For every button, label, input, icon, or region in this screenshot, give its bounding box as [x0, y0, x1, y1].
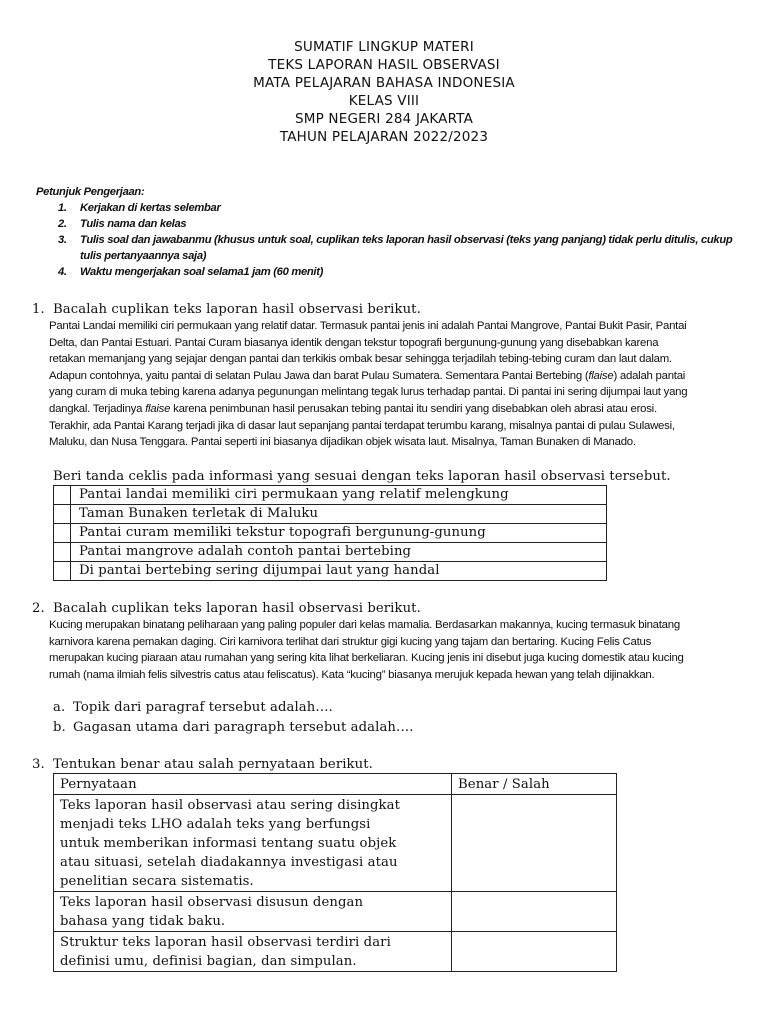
excerpt-italic: flaise — [588, 369, 614, 382]
statement-line: definisi umu, definisi bagian, dan simpulan. — [60, 954, 357, 969]
question-number: 3. — [32, 757, 45, 772]
statement-line: atau situasi, setelah diadakannya investigasi atau — [60, 855, 398, 870]
answer-cell[interactable] — [452, 795, 617, 892]
observation-excerpt — [49, 617, 761, 683]
subquestion-text: Gagasan utama dari paragraph tersebut adalah…. — [73, 720, 414, 735]
checklist-option: Taman Bunaken terletak di Maluku — [71, 505, 607, 524]
true-false-table — [53, 773, 617, 972]
question-text: Tentukan benar atau salah pernyataan berikut. — [53, 757, 373, 772]
header-line: MATA PELAJARAN BAHASA INDONESIA — [253, 75, 515, 91]
subquestion-text: Topik dari paragraf tersebut adalah…. — [73, 700, 333, 715]
question-2-subquestions — [32, 698, 752, 738]
checkbox-cell[interactable] — [54, 486, 71, 505]
checkbox-cell[interactable] — [54, 562, 71, 581]
table-row — [54, 486, 607, 505]
excerpt-line: karnivora karena pemakan daging. Ciri karnivora terlihat dari struktur gigi kucing yang tajam dan bertaring. Kucing Felis Catus — [49, 635, 652, 648]
statement-line: menjadi teks LHO adalah teks yang berfungsi — [60, 817, 371, 832]
instruction-item — [36, 232, 756, 264]
question-1-checklist — [32, 468, 752, 581]
checklist-option: Pantai mangrove adalah contoh pantai bertebing — [71, 543, 607, 562]
excerpt-line — [49, 368, 761, 385]
statement-line: untuk memberikan informasi tentang suatu objek — [60, 836, 397, 851]
excerpt-line: Maluku, dan Nusa Tenggara. Pantai seperti ini biasanya dijadikan objek wisata laut. Misalnya, Taman Bunaken di Manado. — [49, 436, 636, 449]
subquestion-b — [53, 718, 752, 738]
question-3 — [32, 756, 752, 972]
instruction-item — [36, 264, 756, 280]
question-title — [32, 301, 752, 318]
question-2 — [32, 600, 752, 683]
checklist-table — [53, 485, 607, 581]
table-row — [54, 892, 617, 932]
subquestion-letter: a. — [53, 700, 66, 715]
answer-cell[interactable] — [452, 932, 617, 972]
checkbox-cell[interactable] — [54, 524, 71, 543]
checklist-option: Pantai landai memiliki ciri permukaan yang relatif melengkung — [71, 486, 607, 505]
statement-line: bahasa yang tidak baku. — [60, 914, 226, 929]
table-row — [54, 562, 607, 581]
table-row — [54, 505, 607, 524]
excerpt-line: Pantai Landai memiliki ciri permukaan yang relatif datar. Termasuk pantai jenis ini adalah Pantai Mangrove, Pantai Bukit Pasir, Pantai — [49, 320, 687, 332]
instruction-item — [36, 216, 756, 232]
instruction-number: 4. — [58, 266, 67, 278]
checkbox-cell[interactable] — [54, 543, 71, 562]
header-line: TAHUN PELAJARAN 2022/2023 — [279, 129, 489, 145]
table-row — [54, 932, 617, 972]
observation-excerpt — [49, 318, 761, 451]
instructions-title: Petunjuk Pengerjaan: — [36, 186, 145, 198]
statement-cell — [54, 932, 452, 972]
instruction-number: 1. — [58, 202, 67, 214]
excerpt-line: Kucing merupakan binatang peliharaan yang paling populer dari kelas mamalia. Berdasarkan makannya, kucing termasuk binatang — [49, 619, 680, 631]
instruction-text: Tulis soal dan jawabanmu (khusus untuk soal, cuplikan teks laporan hasil observasi (teks yang panjang) tidak perlu ditulis, cukup — [80, 234, 733, 246]
checklist-option: Di pantai bertebing sering dijumpai laut yang handal — [71, 562, 607, 581]
header-line: SUMATIF LINGKUP MATERI — [294, 39, 474, 55]
table-row — [54, 524, 607, 543]
statement-line: Struktur teks laporan hasil observasi terdiri dari — [60, 935, 391, 950]
instruction-item — [36, 200, 756, 216]
question-text: Bacalah cuplikan teks laporan hasil observasi berikut. — [53, 601, 421, 616]
excerpt-line: merupakan kucing piaraan atau rumahan yang sering kita lihat berkeliaran. Kucing jenis ini disebut juga kucing domestik atau kucing — [49, 652, 684, 665]
statement-line: Teks laporan hasil observasi disusun dengan — [60, 895, 364, 910]
excerpt-line: rumah (nama ilmiah felis silvestris catus atau feliscatus). Kata “kucing” biasanya merujuk kepada hewan yang telah dijinakkan. — [49, 668, 655, 681]
question-number: 1. — [32, 302, 45, 317]
table-row — [54, 795, 617, 892]
excerpt-line: Delta, dan Pantai Estuari. Pantai Curam biasanya identik dengan tekstur topografi bergunung-gunung yang disebabkan karena — [49, 336, 659, 349]
checkbox-cell[interactable] — [54, 505, 71, 524]
question-title — [32, 756, 752, 773]
document-header — [0, 38, 768, 146]
subquestion-letter: b. — [53, 720, 66, 735]
instruction-text: Waktu mengerjakan soal selama1 jam (60 menit) — [80, 266, 324, 278]
header-line: SMP NEGERI 284 JAKARTA — [294, 111, 474, 127]
table-row — [54, 543, 607, 562]
instructions-block — [36, 184, 756, 280]
checklist-option: Pantai curam memiliki tekstur topografi bergunung-gunung — [71, 524, 607, 543]
excerpt-text: karena penimbunan hasil perusakan tebing pantai itu sendiri yang disebabkan oleh abrasi atau erosi. — [170, 402, 657, 415]
statement-cell — [54, 892, 452, 932]
table-header-row — [54, 774, 617, 795]
answer-cell[interactable] — [452, 892, 617, 932]
excerpt-line: yang curam di muka tebing karena adanya pegunungan melintang tegak lurus terhadap pantai. Di pantai ini sering dijumpai laut yang — [49, 386, 688, 399]
column-header-answer: Benar / Salah — [452, 774, 617, 795]
excerpt-text: dangkal. Terjadinya — [49, 402, 146, 415]
question-1 — [32, 301, 752, 451]
statement-line: Teks laporan hasil observasi atau sering disingkat — [60, 798, 400, 813]
question-number: 2. — [32, 601, 45, 616]
excerpt-line: retakan memanjang yang sejajar dengan pantai dan terkikis ombak besar sehingga terjadilah tebing-tebing curam dan laut dalam. — [49, 353, 672, 366]
subquestion-a — [53, 698, 752, 718]
instruction-number: 3. — [58, 234, 67, 246]
excerpt-line: Terakhir, ada Pantai Karang terjadi jika di dasar laut sepanjang pantai terdapat terumbu karang, misalnya pantai di pulau Sulawesi, — [49, 419, 675, 432]
instruction-number: 2. — [58, 218, 67, 230]
header-line: TEKS LAPORAN HASIL OBSERVASI — [268, 57, 500, 73]
instruction-text: tulis pertanyaannya saja) — [80, 250, 207, 262]
instruction-text: Kerjakan di kertas selembar — [80, 202, 221, 214]
header-line: KELAS VIII — [348, 93, 420, 109]
checklist-instruction: Beri tanda ceklis pada informasi yang sesuai dengan teks laporan hasil observasi tersebut. — [53, 469, 671, 484]
column-header-statement: Pernyataan — [54, 774, 452, 795]
instruction-text: Tulis nama dan kelas — [80, 218, 187, 230]
question-title — [32, 600, 752, 617]
excerpt-text: Adapun contohnya, yaitu pantai di selatan Pulau Jawa dan barat Pulau Sumatera. Sementara Pantai Bertebing ( — [49, 369, 589, 382]
statement-cell — [54, 795, 452, 892]
question-text: Bacalah cuplikan teks laporan hasil observasi berikut. — [53, 302, 421, 317]
instructions-list — [36, 200, 756, 280]
excerpt-text: ) adalah pantai — [613, 369, 686, 382]
excerpt-italic: flaise — [145, 402, 171, 415]
statement-line: penelitian secara sistematis. — [60, 874, 254, 889]
excerpt-line — [49, 401, 761, 418]
